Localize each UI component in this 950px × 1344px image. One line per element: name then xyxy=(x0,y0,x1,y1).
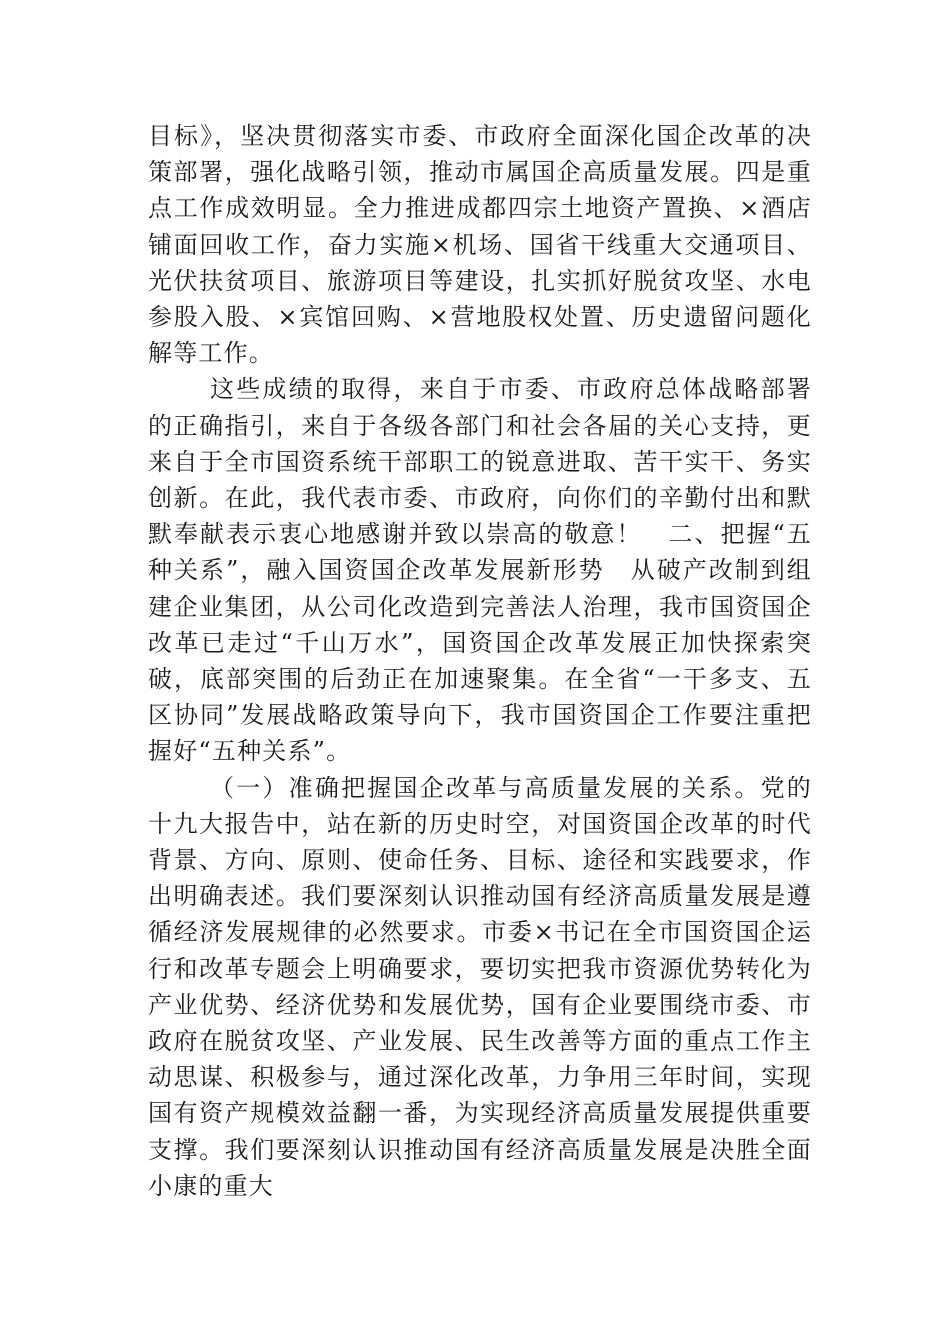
document-body xyxy=(148,118,812,1204)
paragraph-2: 这些成绩的取得，来自于市委、市政府总体战略部署的正确指引，来自于各级各部门和社会各届的关心支持，更来自于全市国资系统干部职工的锐意进取、苦干实干、务实创新。在此，我代表市委、市政府，向你们的辛勤付出和默默奉献表示衷心地感谢并致以崇高的敬意！ 二、把握“五种关系”，融入国资国企改革发展新形势 从破产改制到组建企业集团，从公司化改造到完善法人治理，我市国资国企改革已走过“千山万水”，国资国企改革发展正加快探索突破，底部突围的后劲正在加速聚集。在全省“一干多支、五区协同”发展战略政策导向下，我市国资国企工作要注重把握好“五种关系”。 xyxy=(148,375,812,766)
paragraph-3: （一）准确把握国企改革与高质量发展的关系。党的十九大报告中，站在新的历史时空，对国资国企改革的时代背景、方向、原则、使命任务、目标、途径和实践要求，作出明确表述。我们要深刻认识推动国有经济高质量发展是遵循经济发展规律的必然要求。市委×书记在全市国资国企运行和改革专题会上明确要求，要切实把我市资源优势转化为产业优势、经济优势和发展优势，国有企业要围绕市委、市政府在脱贫攻坚、产业发展、民生改善等方面的重点工作主动思谋、积极参与，通过深化改革，力争用三年时间，实现国有资产规模效益翻一番，为实现经济高质量发展提供重要支撑。我们要深刻认识推动国有经济高质量发展是决胜全面小康的重大 xyxy=(148,773,812,1200)
paragraph-1: 目标》，坚决贯彻落实市委、市政府全面深化国企改革的决策部署，强化战略引领，推动市属国企高质量发展。四是重点工作成效明显。全力推进成都四宗土地资产置换、×酒店铺面回收工作，奋力实施×机场、国省干线重大交通项目、光伏扶贫项目、旅游项目等建设，扎实抓好脱贫攻坚、水电参股入股、×宾馆回购、×营地股权处置、历史遗留问题化解等工作。 xyxy=(148,122,812,368)
